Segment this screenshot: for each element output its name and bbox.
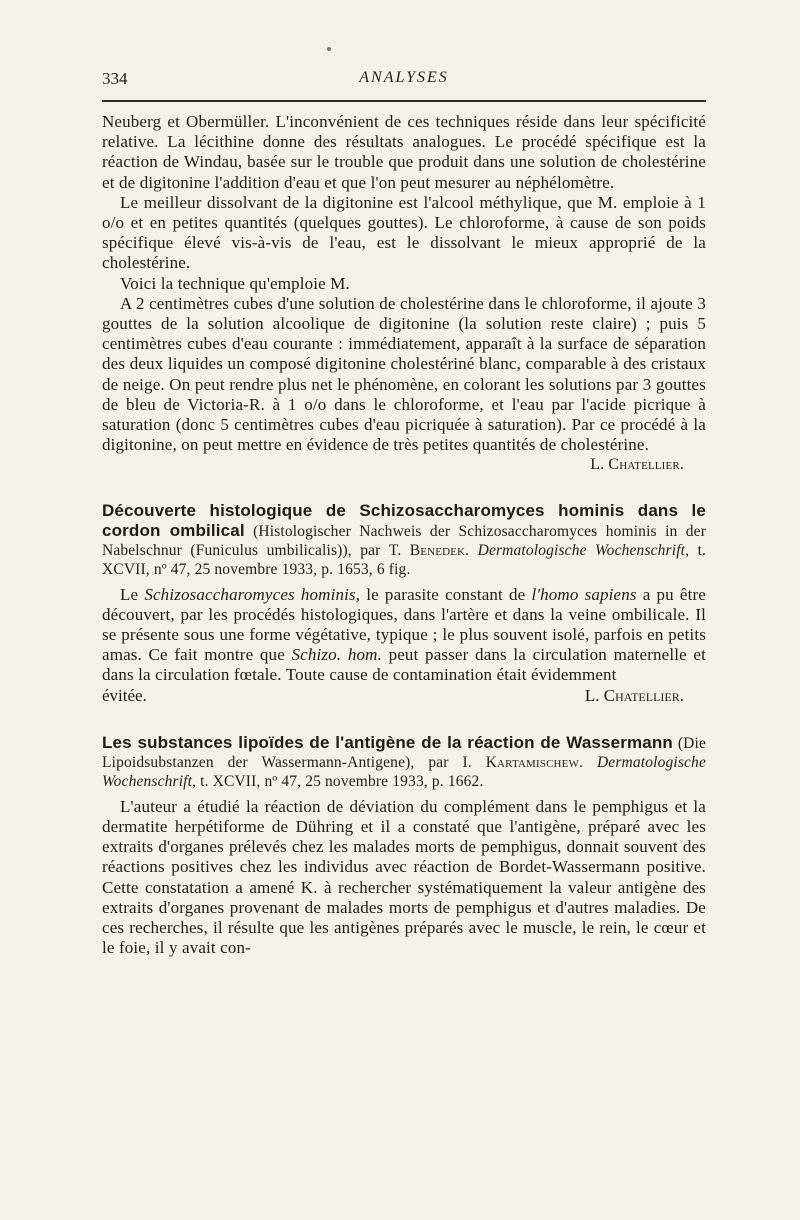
article-continuation <box>102 112 706 476</box>
paragraph: Le meilleur dissolvant de la digitonine est l'alcool méthylique, que M. emploie à 1 o/o et en petites quantités (quelques gouttes). Le chloroforme, à cause de son poids spécifique élevé vis-à-vis de l'eau, est le dissolvant le mieux approprié de la cholestérine. <box>102 192 706 273</box>
page-body <box>102 112 706 959</box>
by-word: par <box>428 753 449 771</box>
original-title: (Histologischer Nachweis der Schizosaccharomyces hominis in der Nabelschnur (Funiculus umbilicalis)), <box>102 522 707 559</box>
closing-line <box>102 686 706 706</box>
journal-name: Dermatologische Wochenschrift, <box>102 753 706 790</box>
species-name: Schizosaccharomyces hominis, <box>144 584 361 604</box>
original-title: (Die Lipoidsubstanzen der Wassermann-Antigene), <box>102 734 707 771</box>
text-run: Le <box>120 584 145 604</box>
citation: t. XCVII, nº 47, 25 novembre 1933, p. 1662. <box>200 772 484 790</box>
by-word: par <box>360 541 381 559</box>
last-word: évitée. <box>102 685 147 705</box>
page-number: 334 <box>102 69 128 88</box>
author: T. Benedek. <box>388 541 470 559</box>
article-heading <box>102 501 706 579</box>
page-header <box>102 69 706 99</box>
article-schizosaccharomyces <box>102 501 706 706</box>
paragraph: Neuberg et Obermüller. L'inconvénient de ces techniques réside dans leur spécificité relative. La lécithine donne des résultats analogues. Le procédé spécifique est la réaction de Windau, basée sur le trouble que produit dans une solution de cholestérine et de digitonine l'addition d'eau et que l'on peut mesurer au néphélomètre. <box>102 112 706 192</box>
running-head: ANALYSES <box>359 69 449 86</box>
author: I. Kartamischew. <box>462 753 584 771</box>
text-run: a pu être découvert, par les procédés histologiques, dans l'artère et dans la veine ombilicale. Il se présente sous une forme végétative, typique ; le plus souvent isolé, parfois en petits amas. Ce fait montre que <box>102 584 706 665</box>
species-name: l'homo sapiens <box>531 584 637 604</box>
header-rule <box>102 100 706 102</box>
citation: t. XCVII, nº 47, 25 novembre 1933, p. 1653, 6 fig. <box>102 541 707 578</box>
article-title: Découverte histologique de Schizosaccharomyces hominis dans le cordon ombilical <box>102 500 706 540</box>
article-wassermann <box>102 733 706 959</box>
text-run: peut passer dans la circulation maternelle et dans la circulation fœtale. Toute cause de contamination était évidemment <box>102 645 707 685</box>
ink-dot <box>327 47 331 51</box>
paragraph: L'auteur a étudié la réaction de déviation du complément dans le pemphigus et la dermatite herpétiforme de Dühring et il a constaté que l'antigène, préparé avec les extraits d'organes prélevés chez les malades morts de pemphigus, donnait souvent des réactions positives chez les individus avec réaction de Bordet-Wassermann positive. Cette constatation a amené K. à rechercher systématiquement la valeur antigène des extraits d'organes provenant de malades morts de pemphigus et d'autres maladies. De ces recherches, il résulte que les antigènes préparés avec le muscle, le rein, le cœur et le foie, il y avait con- <box>102 796 706 958</box>
paragraph <box>102 585 706 686</box>
signature: L. Chatellier. <box>590 456 684 474</box>
article-heading <box>102 733 706 791</box>
species-abbrev: Schizo. hom. <box>291 645 382 665</box>
article-title: Les substances lipoïdes de l'antigène de la réaction de Wassermann <box>102 732 673 752</box>
paragraph: A 2 centimètres cubes d'une solution de cholestérine dans le chloroforme, il ajoute 3 gouttes de la solution alcoolique de digitonine (la solution reste claire) ; puis 5 centimètres cubes d'eau courante : immédiatement, apparaît à la surface de séparation des deux liquides un composé digitonine cholestériné blanc, comparable à des cristaux de neige. On peut rendre plus net le phénomène, en colorant les solutions par 3 gouttes de bleu de Victoria-R. à 1 o/o dans le chloroforme, et l'eau par l'acide picrique à saturation (donc 5 centimètres cubes d'eau picriquée à saturation). Par ce procédé à la digitonine, on peut mettre en évidence de très petites quantités de cholestérine. <box>102 293 706 455</box>
journal-name: Dermatologische Wochenschrift, <box>477 541 690 559</box>
text-run: le parasite constant de <box>360 584 532 604</box>
signature: L. Chatellier. <box>584 685 684 705</box>
paragraph: Voici la technique qu'emploie M. <box>120 273 350 293</box>
